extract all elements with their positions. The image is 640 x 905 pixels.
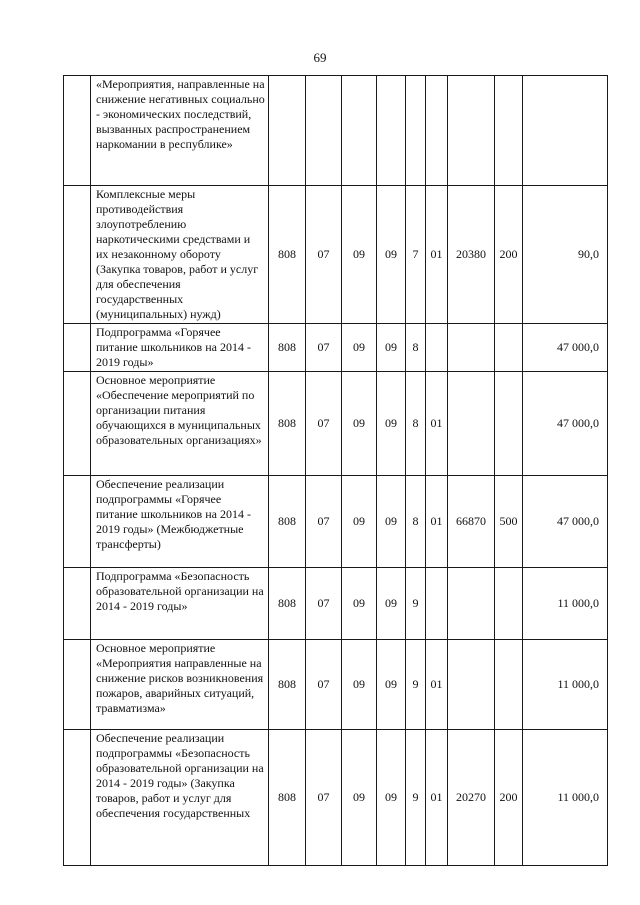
row-blank-cell [64,640,91,730]
row-name: «Мероприятия, направленные на снижение негативных социально - экономических последствий, вызванных распространением наркомании в республике» [91,76,269,186]
program-code: 09 [377,186,406,324]
direction-code [448,324,495,372]
main-event-code: 01 [426,186,448,324]
program-code: 09 [377,324,406,372]
direction-code [448,76,495,186]
section-code: 07 [306,476,342,568]
subprogram-code: 9 [406,568,426,640]
subsection-code: 09 [342,568,377,640]
section-code: 07 [306,568,342,640]
program-code: 09 [377,640,406,730]
row-name: Основное мероприятие «Мероприятия направленные на снижение рисков возникновения пожаров, аварийных ситуаций, травматизма» [91,640,269,730]
direction-code [448,372,495,476]
ministry-code: 808 [269,324,306,372]
program-code [377,76,406,186]
amount-value: 11 000,0 [523,568,608,640]
expense-type-code: 200 [495,186,523,324]
expense-type-code [495,324,523,372]
direction-code [448,640,495,730]
page-number: 69 [313,50,327,65]
main-event-code: 01 [426,640,448,730]
subsection-code: 09 [342,730,377,866]
budget-table-body [64,76,608,866]
row-blank-cell [64,186,91,324]
row-name: Обеспечение реализации подпрограммы «Горячее питание школьников на 2014 - 2019 годы» (Межбюджетные трансферты) [91,476,269,568]
amount-value: 47 000,0 [523,476,608,568]
direction-code: 20270 [448,730,495,866]
main-event-code: 01 [426,730,448,866]
program-code: 09 [377,568,406,640]
main-event-code [426,76,448,186]
expense-type-code [495,372,523,476]
amount-value: 90,0 [523,186,608,324]
program-code: 09 [377,476,406,568]
expense-type-code [495,76,523,186]
subprogram-code: 8 [406,476,426,568]
row-blank-cell [64,324,91,372]
expense-type-code [495,640,523,730]
subprogram-code: 9 [406,730,426,866]
subsection-code: 09 [342,372,377,476]
subprogram-code: 9 [406,640,426,730]
main-event-code: 01 [426,476,448,568]
section-code: 07 [306,372,342,476]
row-name: Обеспечение реализации подпрограммы «Безопасность образовательной организации на 2014 - 2019 годы» (Закупка товаров, работ и услуг для обеспечения государственных [91,730,269,866]
amount-value: 47 000,0 [523,324,608,372]
main-event-code [426,568,448,640]
main-event-code: 01 [426,372,448,476]
subsection-code: 09 [342,324,377,372]
amount-value: 11 000,0 [523,730,608,866]
expense-type-code [495,568,523,640]
amount-value: 47 000,0 [523,372,608,476]
direction-code: 66870 [448,476,495,568]
row-blank-cell [64,568,91,640]
direction-code: 20380 [448,186,495,324]
expense-type-code: 500 [495,476,523,568]
amount-value [523,76,608,186]
row-name: Комплексные меры противодействия злоупотреблению наркотическими средствами и их незаконному обороту (Закупка товаров, работ и услуг для обеспечения государственных (муниципальных) нужд) [91,186,269,324]
row-name: Подпрограмма «Безопасность образовательной организации на 2014 - 2019 годы» [91,568,269,640]
ministry-code: 808 [269,186,306,324]
row-blank-cell [64,476,91,568]
table-row [64,76,608,186]
ministry-code [269,76,306,186]
program-code: 09 [377,372,406,476]
table-row [64,324,608,372]
ministry-code: 808 [269,568,306,640]
main-event-code [426,324,448,372]
budget-table [63,75,608,866]
subprogram-code: 8 [406,372,426,476]
ministry-code: 808 [269,640,306,730]
ministry-code: 808 [269,476,306,568]
table-row [64,730,608,866]
subsection-code [342,76,377,186]
table-row [64,640,608,730]
subsection-code: 09 [342,186,377,324]
section-code: 07 [306,186,342,324]
subsection-code: 09 [342,476,377,568]
program-code: 09 [377,730,406,866]
subprogram-code: 7 [406,186,426,324]
section-code: 07 [306,730,342,866]
table-row [64,568,608,640]
subsection-code: 09 [342,640,377,730]
row-blank-cell [64,372,91,476]
section-code [306,76,342,186]
ministry-code: 808 [269,372,306,476]
subprogram-code [406,76,426,186]
row-blank-cell [64,730,91,866]
direction-code [448,568,495,640]
section-code: 07 [306,324,342,372]
row-blank-cell [64,76,91,186]
section-code: 07 [306,640,342,730]
row-name: Подпрограмма «Горячее питание школьников на 2014 - 2019 годы» [91,324,269,372]
row-name: Основное мероприятие «Обеспечение мероприятий по организации питания обучающихся в муниципальных образовательных организациях» [91,372,269,476]
table-row [64,372,608,476]
expense-type-code: 200 [495,730,523,866]
ministry-code: 808 [269,730,306,866]
subprogram-code: 8 [406,324,426,372]
table-row [64,476,608,568]
table-row [64,186,608,324]
amount-value: 11 000,0 [523,640,608,730]
